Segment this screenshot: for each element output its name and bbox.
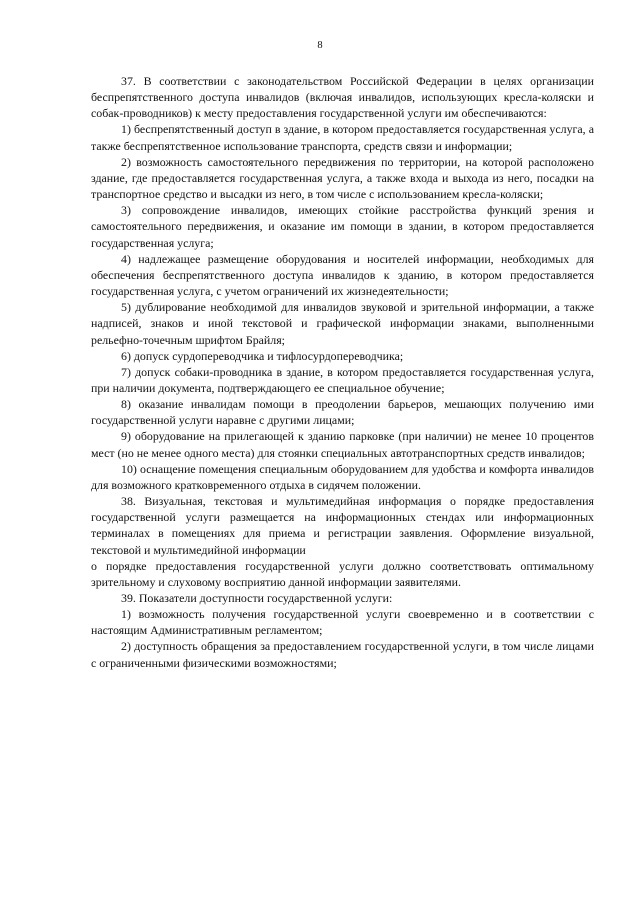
paragraph-39-intro: 39. Показатели доступности государственной услуги: [121,591,393,605]
availability-item-2: 2) доступность обращения за предоставлением государственной услуги, в том числе лицами с ограниченными физическими возможностями; [91,639,594,670]
list-item-2: 2) возможность самостоятельного передвижения по территории, на которой расположено здание, где предоставляется государственная услуга, а также входа и выхода из него, посадки на транспортное средство и высадки из него, в том числе с использованием кресла-коляски; [91,154,594,202]
page-number: 8 [317,40,323,51]
list-item-3: 3) сопровождение инвалидов, имеющих стойкие расстройства функций зрения и самостоятельного передвижения, и оказание им помощи в здании, в котором предоставляется государственная услуга; [91,203,594,250]
paragraph-38: 38. Визуальная, текстовая и мультимедийная информация о порядке предоставления государственной услуги размещается на информационных стендах или информационных терминалах в помещениях для приема и регистрации заявления. Оформление визуальной, текстовой и мультимедийной информации [91,494,594,557]
list-item-10: 10) оснащение помещения специальным оборудованием для удобства и комфорта инвалидов для возможного кратковременного отдыха в сидячем положении. [91,461,594,492]
availability-item-1: 1) возможность получения государственной услуги своевременно и в соответствии с настоящим Административным регламентом; [91,607,594,638]
list-item-7: 7) допуск собаки-проводника в здание, в котором предоставляется государственная услуга, при наличии документа, подтверждающего ее специальное обучение; [91,364,594,395]
paragraph-38-continuation: о порядке предоставления государственной услуги должно соответствовать оптимальному зрительному и слуховому восприятию данной информации заявителями. [91,558,594,589]
list-item-6: 6) допуск сурдопереводчика и тифлосурдопереводчика; [121,348,404,363]
paragraph-37-intro: 37. В соответствии с законодательством Российской Федерации в целях организации беспрепятственного доступа инвалидов (включая инвалидов, использующих кресла-коляски и собак-проводников) к месту предоставления государственной услуги им обеспечиваются: [91,74,594,121]
list-item-5: 5) дублирование необходимой для инвалидов звуковой и зрительной информации, а также надписей, знаков и иной текстовой и графической информации знаками, выполненными рельефно-точечным шрифтом Брайля; [91,300,594,347]
list-item-4: 4) надлежащее размещение оборудования и носителей информации, необходимых для обеспечения беспрепятственного доступа инвалидов к зданию, в котором предоставляется государственная услуга, с учетом ограничений их жизнедеятельности; [91,251,594,299]
list-item-9: 9) оборудование на прилегающей к зданию парковке (при наличии) не менее 10 процентов мест (но не менее одного места) для стоянки специальных автотранспортных средств инвалидов; [91,429,594,460]
list-item-8: 8) оказание инвалидам помощи в преодолении барьеров, мешающих получению ими государственной услуги наравне с другими лицами; [91,397,594,428]
list-item-1: 1) беспрепятственный доступ в здание, в котором предоставляется государственная услуга, а также беспрепятственное использование транспорта, средств связи и информации; [91,122,594,153]
document-body [91,73,594,671]
